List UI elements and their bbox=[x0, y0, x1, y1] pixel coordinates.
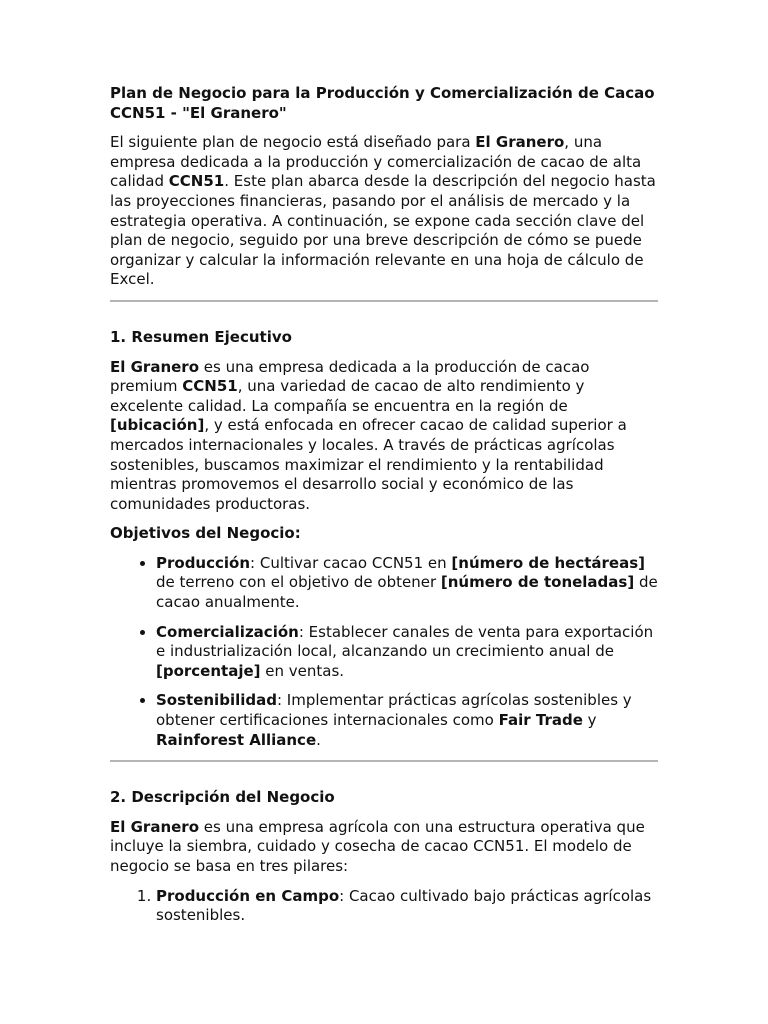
pillar-label: Producción en Campo bbox=[156, 886, 340, 905]
descripcion-paragraph bbox=[110, 818, 658, 877]
resumen-text: , una variedad de cacao de alto rendimiento y excelente calidad. La compañía se encuentra en la región de bbox=[110, 377, 585, 415]
intro-text: . Este plan abarca desde la descripción del negocio hasta las proyecciones financieras, pasando por el análisis de mercado y la estrategia operativa. A continuación, se expone cada sección clave del plan de negocio, seguido por una breve descripción de cómo se puede organizar y calcular la información relevante en una hoja de cálculo de Excel. bbox=[110, 172, 656, 289]
document-title: Plan de Negocio para la Producción y Comercialización de Cacao CCN51 - "El Granero" bbox=[110, 84, 655, 122]
intro-text: El siguiente plan de negocio está diseñado para bbox=[110, 133, 476, 152]
certification-name: Rainforest Alliance bbox=[156, 730, 317, 749]
objective-text: de terreno con el objetivo de obtener bbox=[156, 573, 441, 592]
pillar-item-campo bbox=[156, 887, 658, 926]
intro-paragraph bbox=[110, 133, 658, 290]
location-placeholder: [ubicación] bbox=[110, 416, 205, 435]
intro-text: , una empresa dedicada a la producción y comercialización de cacao de alta calidad bbox=[110, 133, 642, 191]
objective-item-produccion bbox=[156, 554, 658, 613]
objective-label: Comercialización bbox=[156, 622, 299, 641]
objective-label: Producción bbox=[156, 553, 251, 572]
pillar-text: : Cacao cultivado bajo prácticas agrícolas sostenibles. bbox=[156, 886, 652, 925]
company-name: El Granero bbox=[110, 817, 199, 836]
objectives-heading: Objetivos del Negocio: bbox=[110, 524, 301, 543]
section-heading-resumen: 1. Resumen Ejecutivo bbox=[110, 327, 292, 346]
company-name: El Granero bbox=[110, 357, 199, 376]
objective-text: y bbox=[582, 711, 597, 730]
pillars-list bbox=[110, 887, 658, 926]
percentage-placeholder: [porcentaje] bbox=[156, 661, 261, 680]
objective-item-comercializacion bbox=[156, 623, 658, 682]
certification-name: Fair Trade bbox=[498, 711, 583, 730]
resumen-text: , y está enfocada en ofrecer cacao de calidad superior a mercados internacionales y locales. A través de prácticas agrícolas sostenibles, buscamos maximizar el rendimiento y la rentabilidad mientras promovemos el desarrollo social y económico de las comunidades productoras. bbox=[110, 416, 627, 513]
section-divider bbox=[110, 300, 658, 302]
objective-text: . bbox=[316, 730, 321, 749]
objective-label: Sostenibilidad bbox=[156, 691, 277, 710]
descripcion-text: es una empresa agrícola con una estructura operativa que incluye la siembra, cuidado y cosecha de cacao CCN51. El modelo de negocio se basa en tres pilares: bbox=[110, 817, 645, 875]
company-name: El Granero bbox=[475, 133, 565, 152]
objective-text: : Implementar prácticas agrícolas sostenibles y obtener certificaciones internacionales como bbox=[156, 691, 632, 730]
cacao-variety: CCN51 bbox=[182, 377, 238, 396]
objective-item-sostenibilidad bbox=[156, 691, 658, 750]
objective-text: : Establecer canales de venta para exportación e industrialización local, alcanzando un crecimiento anual de bbox=[156, 622, 654, 661]
section-divider bbox=[110, 760, 658, 762]
objective-text: en ventas. bbox=[260, 661, 345, 680]
objective-text: de cacao anualmente. bbox=[156, 573, 658, 612]
resumen-text: es una empresa dedicada a la producción de cacao premium bbox=[110, 357, 590, 396]
tons-placeholder: [número de toneladas] bbox=[440, 573, 635, 592]
cacao-variety: CCN51 bbox=[168, 172, 225, 191]
objective-text: : Cultivar cacao CCN51 en bbox=[250, 553, 452, 572]
section-heading-descripcion: 2. Descripción del Negocio bbox=[110, 788, 335, 807]
hectares-placeholder: [número de hectáreas] bbox=[451, 553, 645, 572]
resumen-paragraph bbox=[110, 358, 658, 515]
objectives-list bbox=[110, 554, 658, 750]
